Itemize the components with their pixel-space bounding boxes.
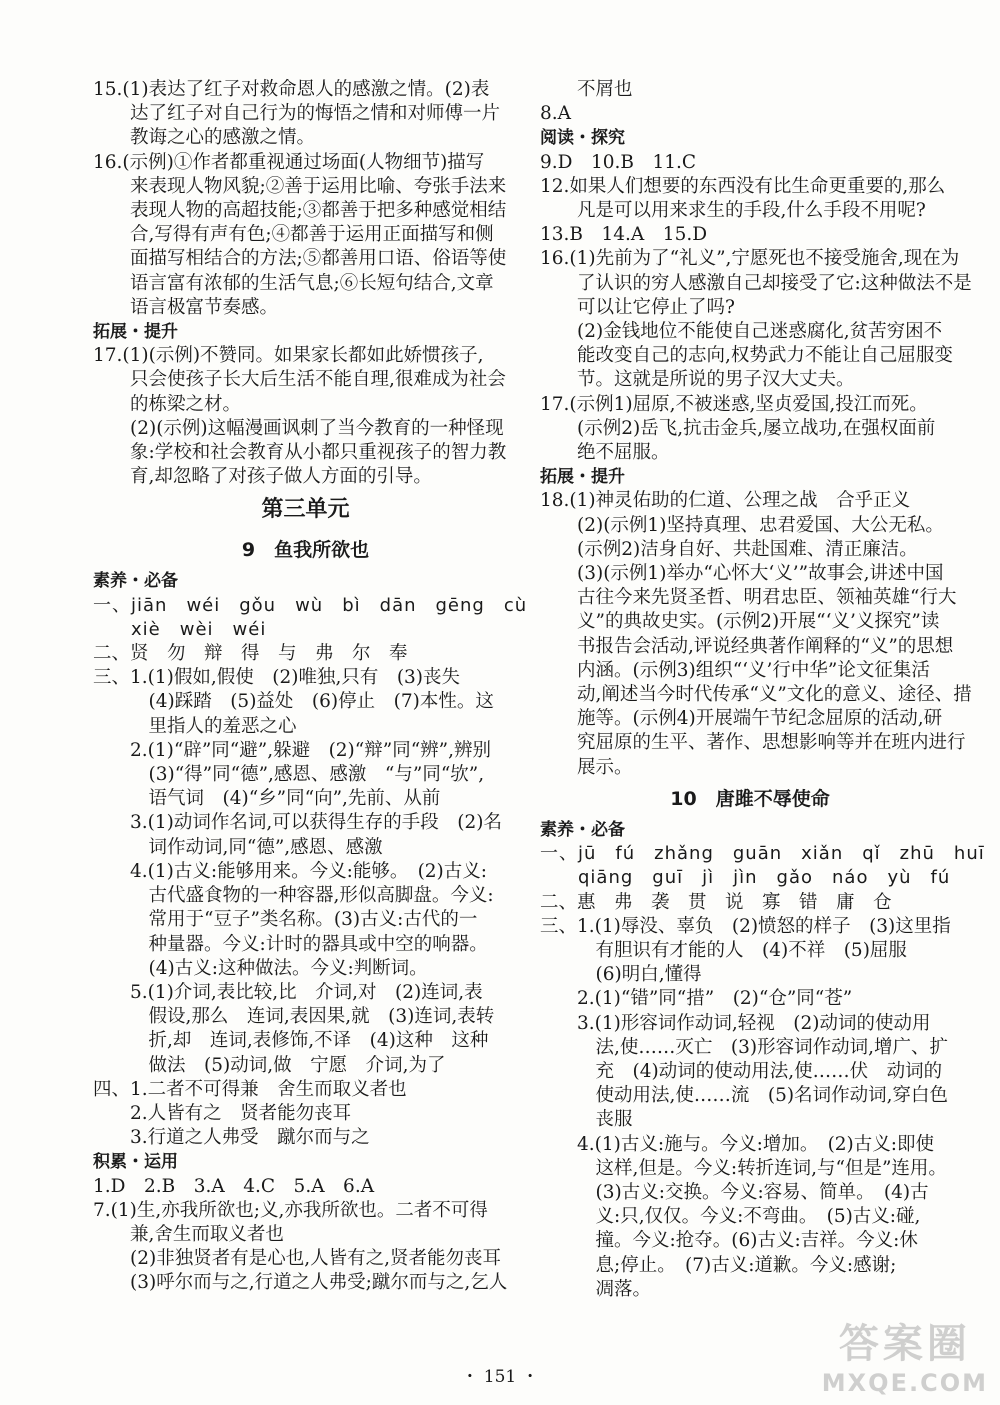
answer-line: 三、1.(1)辱没、辜负 (2)愤怒的样子 (3)这里指 [540, 915, 951, 937]
answer-line: 教诲之心的感激之情。 [93, 127, 316, 149]
answer-line: 只会使孩子长大后生活不能自理,很难成为社会 [93, 369, 506, 391]
answer-line: 假设,那么 连词,表因果,就 (3)连词,表转 [93, 1006, 495, 1028]
pinyin-line: 一、jū fú zhǎng guān xiǎn qǐ zhū huī [540, 843, 985, 865]
answer-line: 兼,舍生而取义者也 [93, 1223, 284, 1245]
answer-line: 2.(1)“错”同“措” (2)“仓”同“苍” [540, 988, 853, 1010]
answer-line: 里指人的羞恶之心 [93, 715, 297, 737]
answer-line: 这样,但是。今义:转折连词,与“但是”连用。 [540, 1157, 947, 1179]
answer-line: 施等。(示例4)开展端午节纪念屈原的活动,研 [540, 708, 943, 730]
answer-line: 使动用法,使……流 (5)名词作动词,穿白色 [540, 1085, 948, 1107]
answer-line: 了认识的穷人感激自己却接受了它:这种做法不是 [540, 272, 972, 294]
answer-line: 凋落。 [540, 1278, 652, 1300]
answer-line: 达了红子对自己行为的悔悟之情和对师傅一片 [93, 103, 501, 125]
pinyin-line: 一、jiān wéi gǒu wù bì dān gēng cù [93, 594, 528, 616]
watermark-url: MXQE.COM [821, 1369, 988, 1397]
answer-line: 2.人皆有之 贤者能勿丧耳 [93, 1102, 352, 1124]
answer-line: 5.(1)介词,表比较,比 介词,对 (2)连词,表 [93, 981, 483, 1003]
answer-line: 节。这就是所说的男子汉大丈夫。 [540, 369, 855, 391]
answer-line: 法,使……灭亡 (3)形容词作动词,增广、扩 [540, 1036, 948, 1058]
answer-line: 展示。 [540, 756, 633, 778]
answer-line: 育,却忽略了对孩子做人方面的引导。 [93, 466, 432, 488]
answer-line: 面描写相结合的方法;⑤都善用口语、俗语等使 [93, 248, 507, 270]
answer-line: (6)明白,懂得 [540, 964, 702, 986]
answer-line: 15.(1)表达了红子对救命恩人的感激之情。(2)表 [93, 79, 490, 100]
answer-line: 16.(示例)①作者都重视通过场面(人物细节)描写 [93, 151, 485, 173]
answer-line: 16.(1)先前为了“礼义”,宁愿死也不接受施舍,现在为 [540, 248, 960, 270]
right-column [540, 78, 985, 1302]
answer-line: (3)呼尔而与之,行道之人弗受;蹴尔而与之,乞人 [93, 1272, 508, 1294]
answer-line: 17.(1)(示例)不赞同。如果家长都如此娇惯孩子, [93, 345, 484, 367]
answer-line: 的栋梁之材。 [93, 393, 242, 415]
answer-line: 可以让它停止了吗? [540, 296, 735, 318]
answer-line: 18.(1)神灵佑助的仁道、公理之战 合乎正义 [540, 490, 911, 512]
answer-line: 义”的典故史实。(示例2)开展“‘义’义探究”读 [540, 611, 940, 633]
section-heading: 积累・运用 [93, 1152, 178, 1173]
answer-line: (2)(示例1)坚持真理、忠君爱国、大公无私。 [540, 514, 944, 536]
answer-line: 动,阐述当今时代传承“义”文化的意义、途径、措 [540, 684, 972, 706]
pinyin-line: qiāng guī jì jìn gǎo náo yù fú [540, 867, 951, 889]
section-heading: 素养・必备 [540, 819, 625, 840]
answer-line: 四、1.二者不可得兼 舍生而取义者也 [93, 1078, 407, 1100]
answer-line: 表现人物的高超技能;③都善于把多种感觉相结 [93, 200, 507, 222]
answer-line: 义:只,仅仅。今义:不弯曲。 (5)古义:碰, [540, 1206, 921, 1228]
pinyin-line: xiè wèi wéi [93, 618, 267, 640]
answer-line: 绝不屈服。 [540, 442, 670, 464]
answer-line: 三、1.(1)假如,假使 (2)唯独,只有 (3)丧失 [93, 667, 461, 689]
answer-line: (示例2)岳飞,抗击金兵,屡立战功,在强权面前 [540, 417, 936, 439]
answer-line: (3)“得”同“德”,感恩、感激 “与”同“欤”, [93, 764, 485, 786]
answer-line: 象:学校和社会教育从小都只重视孩子的智力教 [93, 442, 507, 464]
answer-line: 凡是可以用来求生的手段,什么手段不用呢? [540, 200, 926, 222]
answer-line: (2)非独贤者有是心也,人皆有之,贤者能勿丧耳 [93, 1248, 501, 1270]
answer-line: 4.(1)古义:施与。今义:增加。 (2)古义:即使 [540, 1133, 935, 1155]
answer-line: 8.A [540, 103, 572, 125]
answer-line: 3.(1)动词作名词,可以获得生存的手段 (2)名 [93, 812, 502, 834]
watermark-text: 答案圈 [838, 1321, 971, 1367]
answer-line: (示例2)洁身自好、共赴国难、清正廉洁。 [540, 538, 918, 560]
answer-line: 有胆识有才能的人 (4)不祥 (5)屈服 [540, 939, 907, 961]
answer-line: (2)金钱地位不能使自己迷惑腐化,贫苦穷困不 [540, 321, 943, 343]
section-heading: 拓展・提升 [93, 322, 178, 343]
answer-line: (4)古义:这种做法。今义:判断词。 [93, 957, 428, 979]
answer-line: 二、惠 弗 袭 贯 说 寡 错 庸 仓 [540, 891, 892, 913]
answer-line: 12.如果人们想要的东西没有比生命更重要的,那么 [540, 175, 946, 197]
answer-line: 息;停止。 (7)古义:道歉。今义:感谢; [540, 1254, 897, 1276]
answer-line: (4)踩踏 (5)益处 (6)停止 (7)本性。这 [93, 691, 494, 713]
answer-line: 17.(示例1)屈原,不被迷惑,坚贞爱国,投江而死。 [540, 393, 928, 415]
answer-line: 能改变自己的志向,权势武力不能让自己屈服变 [540, 345, 953, 367]
answer-line: 1.D 2.B 3.A 4.C 5.A 6.A [93, 1175, 375, 1197]
answer-line: 究屈原的生平、著作、思想影响等并在班内进行 [540, 732, 966, 754]
answer-line: 种量器。今义:计时的器具或中空的响器。 [93, 933, 488, 955]
answer-line: 9.D 10.B 11.C [540, 151, 697, 173]
answer-line: 内涵。(示例3)组织“‘义’行中华”论文征集活 [540, 659, 930, 681]
left-column [93, 78, 528, 1296]
answer-line: (2)(示例)这幅漫画讽刺了当今教育的一种怪现 [93, 417, 504, 439]
answer-line: 折,却 连词,表修饰,不译 (4)这种 这种 [93, 1030, 489, 1052]
answer-line: 做法 (5)动词,做 宁愿 介词,为了 [93, 1054, 446, 1076]
answer-line: 语言极富节奏感。 [93, 296, 279, 318]
answer-line: 7.(1)生,亦我所欲也;义,亦我所欲也。二者不可得 [93, 1199, 488, 1221]
unit-title: 第三单元 [261, 497, 350, 523]
answer-line: 语气词 (4)“乡”同“向”,先前、从前 [93, 788, 441, 810]
answer-line: 来表现人物风貌;②善于运用比喻、夸张手法来 [93, 175, 507, 197]
section-heading: 素养・必备 [93, 571, 178, 592]
answer-line: 语言富有浓郁的生活气息;⑥长短句结合,文章 [93, 272, 494, 294]
answer-line: 词作动词,同“德”,感恩、感激 [93, 836, 383, 858]
answer-line: 常用于“豆子”类名称。(3)古义:古代的一 [93, 909, 478, 931]
answer-line: 合,写得有声有色;④都善于运用正面描写和侧 [93, 224, 494, 246]
answer-line: (3)(示例1)举办“心怀大‘义’”故事会,讲述中国 [540, 563, 944, 585]
answer-line: (3)古义:交换。今义:容易、简单。 (4)古 [540, 1181, 929, 1203]
answer-line: 二、贤 勿 辩 得 与 弗 尔 奉 [93, 643, 408, 665]
answer-line: 3.行道之人弗受 蹴尔而与之 [93, 1127, 370, 1149]
answer-line: 书报告会活动,评说经典著作阐释的“义”的思想 [540, 635, 954, 657]
answer-line: 丧服 [540, 1109, 633, 1131]
answer-line: 充 (4)动词的使动用法,使……伏 动词的 [540, 1060, 943, 1082]
answer-line: 不屑也 [540, 79, 633, 100]
answer-line: 3.(1)形容词作动词,轻视 (2)动词的使动用 [540, 1012, 931, 1034]
answer-line: 古往今来先贤圣哲、明君忠臣、领袖英雄“行大 [540, 587, 957, 609]
answer-line: 撞。今义:抢夺。(6)古义:吉祥。今义:休 [540, 1230, 918, 1252]
lesson-title: 9 鱼我所欲也 [241, 539, 370, 562]
answer-line: 2.(1)“辟”同“避”,躲避 (2)“辩”同“辨”,辨别 [93, 739, 491, 761]
lesson-title: 10 唐雎不辱使命 [670, 787, 830, 810]
section-heading: 阅读・探究 [540, 128, 625, 149]
answer-line: 4.(1)古义:能够用来。今义:能够。 (2)古义: [93, 860, 488, 882]
section-heading: 拓展・提升 [540, 467, 625, 488]
watermark-logo [822, 1312, 988, 1397]
answer-line: 13.B 14.A 15.D [540, 224, 708, 246]
page-number: ・ 151 ・ [461, 1367, 539, 1387]
answer-line: 古代盛食物的一种容器,形似高脚盘。今义: [93, 885, 494, 907]
